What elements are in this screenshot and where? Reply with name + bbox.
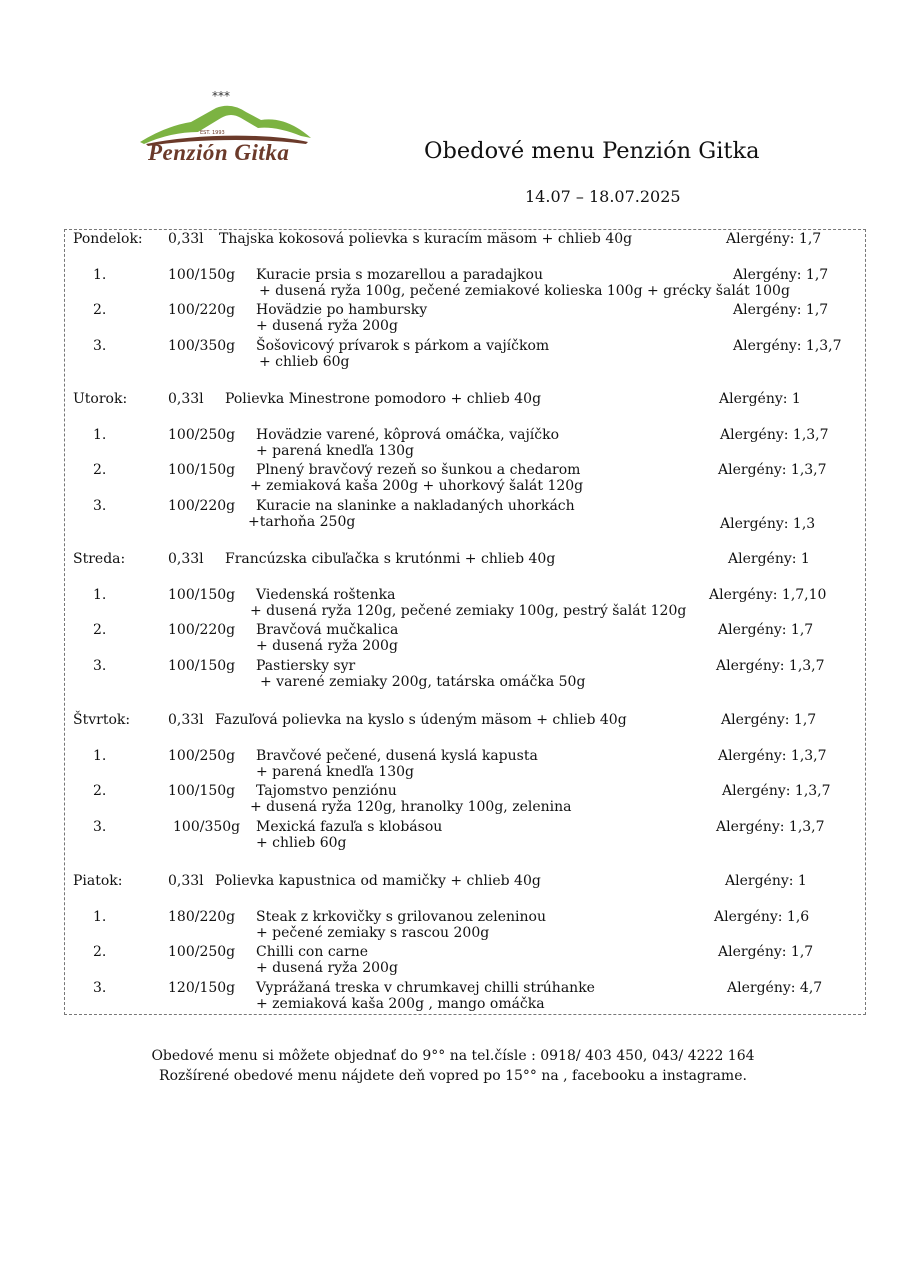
logo-stars: ***	[212, 89, 230, 103]
meal-name: Hovädzie po hambursky	[256, 302, 428, 318]
meal-allergens: Alergény: 1,3,7	[718, 748, 827, 764]
meal-allergens: Alergény: 1,3,7	[716, 658, 825, 674]
soup-portion: 0,33l	[168, 231, 204, 247]
meal-allergens: Alergény: 1,3,7	[720, 427, 829, 443]
meal-number: 3.	[93, 658, 107, 674]
soup-allergens: Alergény: 1	[725, 873, 807, 889]
day-name: Piatok:	[73, 873, 123, 889]
meal-name: Bravčová mučkalica	[256, 622, 399, 638]
soup-portion: 0,33l	[168, 873, 204, 889]
meal-number: 3.	[93, 819, 107, 835]
meal-portion: 100/150g	[168, 462, 236, 478]
meal-portion: 100/220g	[168, 302, 236, 318]
meal-side: +tarhoňa 250g	[248, 514, 356, 530]
meal-number: 2.	[93, 944, 107, 960]
meal-side: + dusená ryža 200g	[256, 318, 398, 334]
menu-dates: 14.07 – 18.07.2025	[525, 187, 681, 206]
meal-allergens: Alergény: 1,3,7	[716, 819, 825, 835]
meal-side: + chlieb 60g	[256, 835, 347, 851]
meal-number: 3.	[93, 498, 107, 514]
meal-allergens: Alergény: 1,3,7	[733, 338, 842, 354]
meal-number: 1.	[93, 748, 107, 764]
meal-allergens: Alergény: 1,7	[733, 302, 829, 318]
soup-name: Francúzska cibuľačka s krutónmi + chlieb 40g	[225, 551, 556, 567]
meal-portion: 180/220g	[168, 909, 236, 925]
meal-number: 2.	[93, 462, 107, 478]
day-name: Streda:	[73, 551, 126, 567]
meal-name: Chilli con carne	[256, 944, 369, 960]
meal-name: Šošovicový prívarok s párkom a vajíčkom	[256, 338, 550, 354]
meal-portion: 100/150g	[168, 658, 236, 674]
meal-side: + dusená ryža 120g, pečené zemiaky 100g, pestrý šalát 120g	[250, 603, 687, 619]
meal-allergens: Alergény: 1,7	[718, 944, 814, 960]
meal-portion: 100/220g	[168, 622, 236, 638]
meal-number: 2.	[93, 302, 107, 318]
meal-portion: 100/150g	[168, 267, 236, 283]
meal-name: Pastiersky syr	[256, 658, 356, 674]
meal-allergens: Alergény: 1,3,7	[722, 783, 831, 799]
meal-side: + zemiaková kaša 200g + uhorkový šalát 120g	[250, 478, 584, 494]
soup-allergens: Alergény: 1,7	[721, 712, 817, 728]
meal-name: Kuracie na slaninke a nakladaných uhorkách	[256, 498, 575, 514]
meal-portion: 120/150g	[168, 980, 236, 996]
meal-name: Kuracie prsia s mozarellou a paradajkou	[256, 267, 543, 283]
meal-side: + dusená ryža 200g	[256, 960, 398, 976]
day-name: Pondelok:	[73, 231, 143, 247]
day-name: Štvrtok:	[73, 712, 131, 728]
soup-allergens: Alergény: 1,7	[726, 231, 822, 247]
soup-name: Polievka Minestrone pomodoro + chlieb 40g	[225, 391, 542, 407]
order-info: Obedové menu si môžete objednať do 9°° na tel.čísle : 0918/ 403 450, 043/ 4222 164	[151, 1048, 755, 1064]
meal-side: + zemiaková kaša 200g , mango omáčka	[256, 996, 545, 1012]
meal-name: Viedenská roštenka	[256, 587, 396, 603]
soup-portion: 0,33l	[168, 551, 204, 567]
meal-side: + pečené zemiaky s rascou 200g	[256, 925, 490, 941]
meal-name: Hovädzie varené, kôprová omáčka, vajíčko	[256, 427, 560, 443]
meal-number: 1.	[93, 267, 107, 283]
soup-allergens: Alergény: 1	[728, 551, 810, 567]
meal-side: + dusená ryža 120g, hranolky 100g, zelenina	[250, 799, 572, 815]
meal-portion: 100/350g	[173, 819, 241, 835]
soup-name: Fazuľová polievka na kyslo s údeným mäsom + chlieb 40g	[215, 712, 627, 728]
meal-side: + dusená ryža 200g	[256, 638, 398, 654]
meal-side: + chlieb 60g	[259, 354, 350, 370]
meal-number: 1.	[93, 909, 107, 925]
meal-number: 2.	[93, 622, 107, 638]
meal-allergens: Alergény: 1,3	[720, 516, 816, 532]
meal-number: 3.	[93, 338, 107, 354]
meal-portion: 100/250g	[168, 748, 236, 764]
meal-name: Mexická fazuľa s klobásou	[256, 819, 443, 835]
meal-number: 1.	[93, 427, 107, 443]
day-name: Utorok:	[73, 391, 128, 407]
meal-portion: 100/250g	[168, 944, 236, 960]
meal-name: Steak z krkovičky s grilovanou zeleninou	[256, 909, 546, 925]
meal-side: + parená knedľa 130g	[256, 443, 414, 459]
meal-side: + varené zemiaky 200g, tatárska omáčka 50g	[260, 674, 586, 690]
meal-side: + dusená ryža 100g, pečené zemiakové kolieska 100g + grécky šalát 100g	[259, 283, 790, 299]
meal-allergens: Alergény: 1,7	[733, 267, 829, 283]
soup-name: Thajska kokosová polievka s kuracím mäsom + chlieb 40g	[219, 231, 633, 247]
meal-number: 3.	[93, 980, 107, 996]
soup-allergens: Alergény: 1	[719, 391, 801, 407]
meal-number: 2.	[93, 783, 107, 799]
meal-name: Tajomstvo penziónu	[256, 783, 397, 799]
meal-allergens: Alergény: 1,3,7	[718, 462, 827, 478]
meal-allergens: Alergény: 4,7	[727, 980, 823, 996]
meal-allergens: Alergény: 1,7	[718, 622, 814, 638]
soup-portion: 0,33l	[168, 712, 204, 728]
meal-name: Vyprážaná treska v chrumkavej chilli strúhanke	[256, 980, 595, 996]
logo-est: EST. 1993	[200, 130, 225, 136]
soup-name: Polievka kapustnica od mamičky + chlieb 40g	[215, 873, 541, 889]
page-title: Obedové menu Penzión Gitka	[424, 138, 760, 164]
meal-name: Plnený bravčový rezeň so šunkou a chedarom	[256, 462, 581, 478]
meal-portion: 100/150g	[168, 783, 236, 799]
meal-portion: 100/350g	[168, 338, 236, 354]
social-info: Rozšírené obedové menu nájdete deň vopred po 15°° na , facebooku a instagrame.	[159, 1068, 747, 1084]
logo-name: Penzión Gitka	[148, 140, 290, 165]
meal-side: + parená knedľa 130g	[256, 764, 414, 780]
penzion-logo	[136, 86, 316, 186]
meal-allergens: Alergény: 1,7,10	[709, 587, 827, 603]
meal-number: 1.	[93, 587, 107, 603]
soup-portion: 0,33l	[168, 391, 204, 407]
meal-portion: 100/220g	[168, 498, 236, 514]
meal-portion: 100/150g	[168, 587, 236, 603]
meal-portion: 100/250g	[168, 427, 236, 443]
meal-allergens: Alergény: 1,6	[714, 909, 810, 925]
meal-name: Bravčové pečené, dusená kyslá kapusta	[256, 748, 538, 764]
